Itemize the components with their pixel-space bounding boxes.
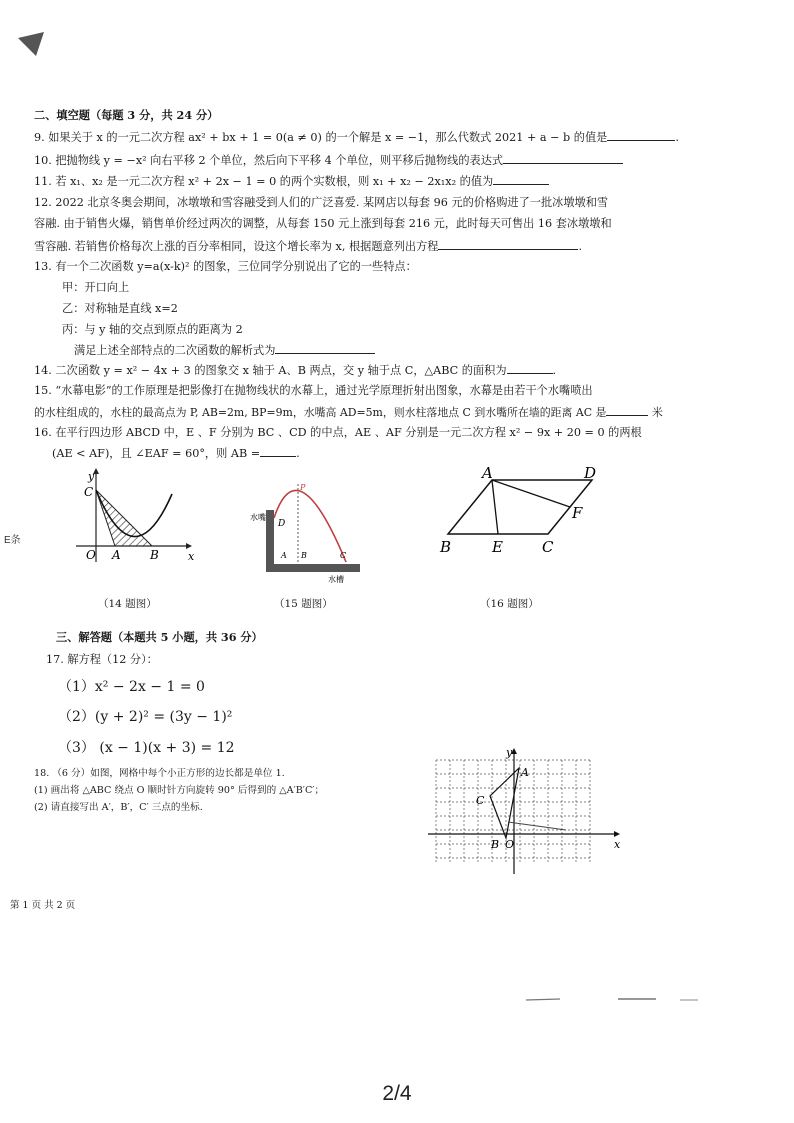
figure-15: [246, 476, 366, 588]
scan-specks: [520, 990, 720, 1010]
label-a: A: [521, 766, 529, 779]
wall: [266, 510, 274, 572]
question-15-line-1: 15. “水幕电影”的工作原理是把影像打在抛物线状的水幕上，通过光学原理折射出图象，水幕是由若干个水嘴喷出: [34, 384, 593, 397]
equation-2: （2）(y + 2)² = (3y − 1)²: [58, 709, 233, 725]
label-x: x: [614, 838, 621, 851]
label-b: B: [440, 538, 452, 556]
label-c: C: [340, 551, 347, 560]
question-13-intro: 13. 有一个二次函数 y=a(x-k)² 的图象，三位同学分别说出了它的一些特点：: [34, 260, 417, 273]
label-f: F: [572, 504, 583, 522]
label-y: y: [88, 470, 95, 483]
ground: [266, 564, 360, 572]
parallelogram: [448, 480, 592, 534]
question-11: 11. 若 x₁、x₂ 是一元二次方程 x² + 2x − 1 = 0 的两个实数根，则 x₁ + x₂ − 2x₁x₂ 的值为: [34, 173, 549, 189]
segment-af: [492, 480, 570, 507]
shaded-triangle: [96, 490, 152, 546]
section-3-heading: 三、解答题（本题共 5 小题，共 36 分）: [56, 630, 263, 644]
label-nozzle: 水嘴: [250, 513, 266, 522]
figure-15-caption: （15 题图）: [274, 598, 333, 610]
label-o: O: [86, 548, 96, 562]
figure-14: [74, 466, 200, 566]
question-12-line-3: 雪容融. 若销售价格每次上涨的百分率相同，设这个增长率为 x, 根据题意列出方程 .: [34, 240, 583, 253]
figure-18-grid: [424, 746, 626, 876]
page-info: 第 1 页 共 2 页: [10, 900, 76, 911]
question-18-line-2: (1) 画出将 △ABC 绕点 O 顺时针方向旋转 90° 后得到的 △A′B′C′；: [34, 785, 325, 796]
question-13-jia: 甲：开口向上: [62, 281, 130, 294]
margin-note: E条: [4, 535, 21, 546]
question-13-yi: 乙：对称轴是直线 x=2: [62, 302, 178, 315]
answer-blank-9[interactable]: [607, 129, 675, 141]
question-12-line-1: 12. 2022 北京冬奥会期间，冰墩墩和雪容融受到人们的广泛喜爱. 某网店以每套 96 元的价格购进了一批冰墩墩和雪: [34, 196, 609, 209]
segment-ae: [492, 480, 498, 534]
figure-14-caption: （14 题图）: [98, 598, 157, 610]
label-c: C: [542, 538, 554, 556]
question-17-title: 17. 解方程（12 分）：: [46, 653, 158, 666]
question-15-line-2: 的水柱组成的，水柱的最高点为 P, AB=2m, BP=9m，水嘴高 AD=5m，则水柱落地点 C 到水嘴所在墙的距离 AC 是 米: [34, 406, 663, 419]
question-13-ask: 满足上述全部特点的二次函数的解析式为: [74, 342, 375, 358]
section-2-heading: 二、填空题（每题 3 分，共 24 分）: [34, 108, 219, 122]
label-c: C: [476, 794, 485, 807]
label-o: O: [505, 838, 515, 851]
label-b: B: [150, 548, 159, 562]
question-16-line-2: (AE < AF)，且 ∠EAF = 60°，则 AB = .: [52, 447, 300, 460]
label-p: P: [300, 483, 306, 492]
question-16-line-1: 16. 在平行四边形 ABCD 中，E 、F 分别为 BC 、CD 的中点，AE 、AF 分别是一元二次方程 x² − 9x + 20 = 0 的两根: [34, 426, 642, 439]
question-13-bing: 丙：与 y 轴的交点到原点的距离为 2: [62, 323, 243, 336]
answer-blank-15[interactable]: [606, 404, 648, 416]
label-d: D: [278, 519, 286, 529]
label-a: A: [112, 548, 121, 562]
question-18-line-1: 18. （6 分）如图，网格中每个小正方形的边长都是单位 1.: [34, 768, 285, 779]
question-10: 10. 把抛物线 y = −x² 向右平移 2 个单位，然后向下平移 4 个单位，则平移后抛物线的表达式: [34, 152, 623, 168]
question-9: 9. 如果关于 x 的一元二次方程 ax² + bx + 1 = 0(a ≠ 0) 的一个解是 x = −1，那么代数式 2021 + a − b 的值是 .: [34, 131, 679, 144]
question-14: 14. 二次函数 y = x² − 4x + 3 的图象交 x 轴于 A、B 两点，交 y 轴于点 C，△ABC 的面积为 .: [34, 364, 557, 377]
label-y: y: [506, 746, 513, 759]
page-counter: 2/4: [382, 1082, 412, 1105]
label-a: A: [281, 551, 287, 560]
label-c: C: [84, 485, 94, 499]
answer-blank-11[interactable]: [493, 173, 549, 185]
label-e: E: [492, 538, 503, 556]
answer-blank-12[interactable]: [438, 238, 578, 250]
label-x: x: [188, 550, 195, 563]
label-b: B: [491, 838, 500, 851]
question-12-line-2: 容融. 由于销售火爆，销售单价经过两次的调整，从每套 150 元上涨到每套 216 元，此时每天可售出 16 套冰墩墩和: [34, 217, 612, 230]
label-a: A: [482, 464, 493, 482]
figure-16-caption: （16 题图）: [480, 598, 539, 610]
equation-3: （3） (x − 1)(x + 3) = 12: [58, 740, 235, 756]
equation-1: （1）x² − 2x − 1 = 0: [58, 679, 205, 695]
figure-16: [436, 462, 612, 556]
triangle-abc: [490, 768, 519, 838]
label-d: D: [584, 464, 597, 482]
answer-blank-13[interactable]: [275, 342, 375, 354]
answer-blank-10[interactable]: [503, 152, 623, 164]
answer-blank-14[interactable]: [507, 362, 553, 374]
question-18-line-3: (2) 请直接写出 A′，B′，C′ 三点的坐标.: [34, 802, 203, 813]
scan-corner-mark: [14, 30, 48, 60]
label-trough: 水槽: [328, 575, 344, 584]
label-b: B: [301, 551, 307, 560]
sketched-segment: [508, 822, 566, 830]
answer-blank-16[interactable]: [260, 445, 296, 457]
